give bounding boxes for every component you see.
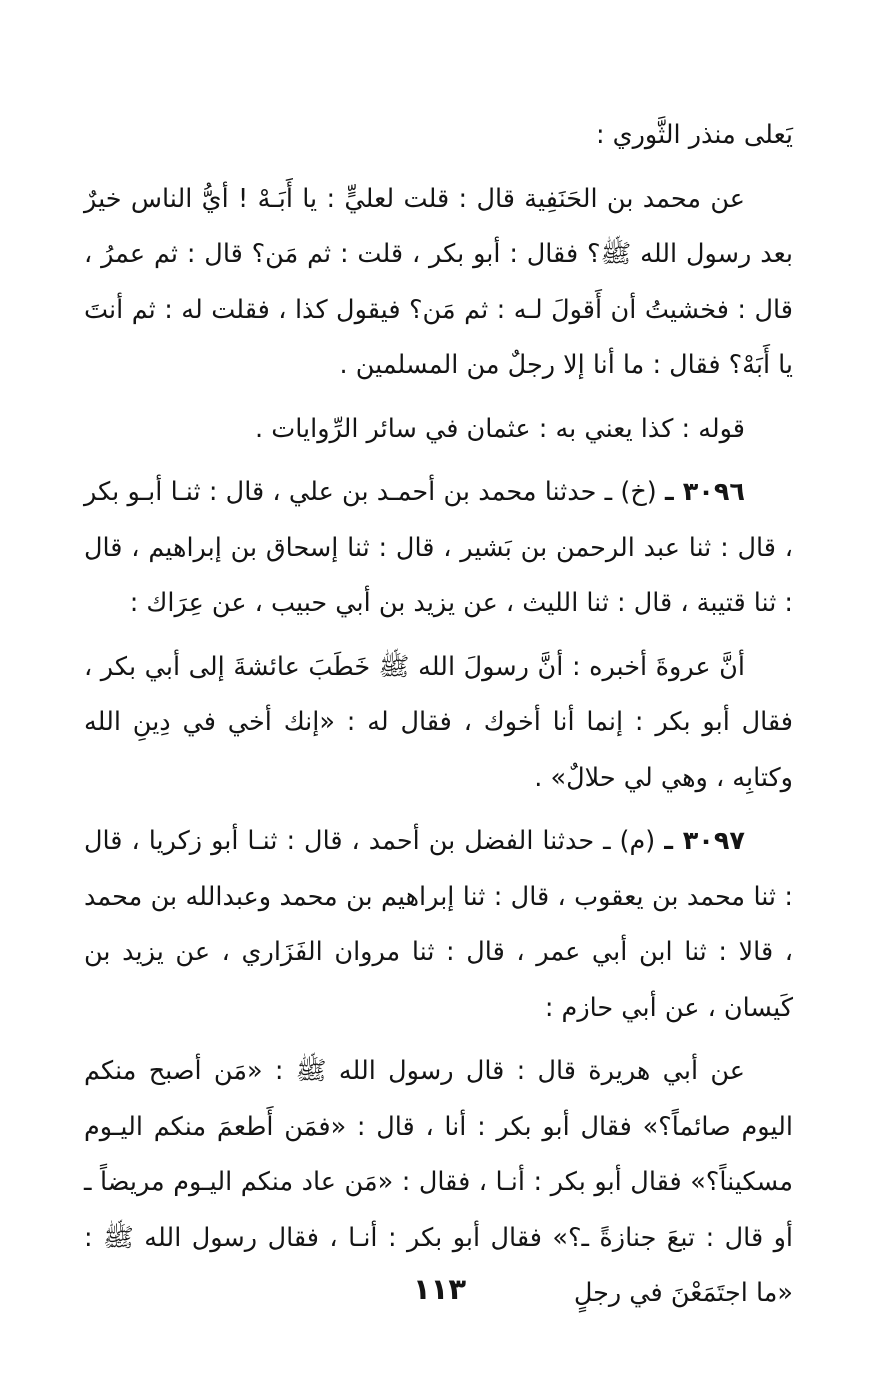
paragraph-text: (م) ـ حدثنا الفضل بن أحمد ، قال : ثنـا أبو زكريا ، قال : ثنا محمد بن يعقوب ، قال : ثنا إبراهيم بن محمد وعبدالله بن محمد ، قالا : ثنا ابن أبي عمر ، قال : ثنا مروان الفَزَاري ، عن يزيد بن كَيسان ، عن أبي حازم : <box>84 826 793 1023</box>
paragraph-5-urwa <box>84 640 793 807</box>
paragraph-text: يَعلى منذر الثَّوري : <box>595 120 793 150</box>
paragraph-6-hadith-3097 <box>84 814 793 1036</box>
text-body <box>84 108 793 1322</box>
paragraph-text: عن محمد بن الحَنَفِية قال : قلت لعليٍّ : يا أَبَـهْ ! أيُّ الناس خيرٌ بعد رسول الله ﷺ؟ فقال : أبو بكر ، قلت : ثم مَن؟ قال : ثم عمرُ ، قال : فخشيتُ أن أَقولَ لـه : ثم مَن؟ فيقول كذا ، فقلت له : ثم أنتَ يا أَبَهْ؟ فقال : ما أنا إلا رجلٌ من المسلمين . <box>84 183 793 380</box>
hadith-number: ٣٠٩٦ ـ <box>665 477 745 507</box>
paragraph-text: (خ) ـ حدثنا محمد بن أحمـد بن علي ، قال : ثنـا أبـو بكر ، قال : ثنا عبد الرحمن بن بَشير ، قال : ثنا إسحاق بن إبراهيم ، قال : ثنا قتيبة ، قال : ثنا الليث ، عن يزيد بن أبي حبيب ، عن عِرَاك : <box>84 477 793 618</box>
page-number: ١١٣ <box>412 1272 467 1306</box>
hadith-number: ٣٠٩٧ ـ <box>664 826 745 856</box>
paragraph-2-ibn-hanafiya <box>84 172 793 394</box>
paragraph-1-continuation <box>84 108 793 164</box>
paragraph-text: عن أبي هريرة قال : قال رسول الله ﷺ : «مَن أصبح منكم اليوم صائماً؟» فقال أبو بكر : أنا ، قال : «فمَن أَطعمَ منكم اليـوم مسكيناً؟» فقال أبو بكر : أنـا ، فقال : «مَن عاد منكم اليـوم مريضاً ـ أو قال : تبعَ جنازةً ـ؟» فقال أبو بكر : أنـا ، فقال رسول الله ﷺ : «ما اجتَمَعْنَ في رجلٍ <box>84 1056 793 1308</box>
paragraph-text: أنَّ عروةَ أخبره : أنَّ رسولَ الله ﷺ خَطَبَ عائشةَ إلى أبي بكر ، فقال أبو بكر : إنما أنا أخوك ، فقال له : «إنك أخي في دِينِ الله وكتابِه ، وهي لي حلالٌ» . <box>84 651 793 793</box>
paragraph-text: قوله : كذا يعني به : عثمان في سائر الرِّوايات . <box>255 413 745 444</box>
paragraph-4-hadith-3096 <box>84 465 793 632</box>
paragraph-3-commentary <box>84 402 793 458</box>
